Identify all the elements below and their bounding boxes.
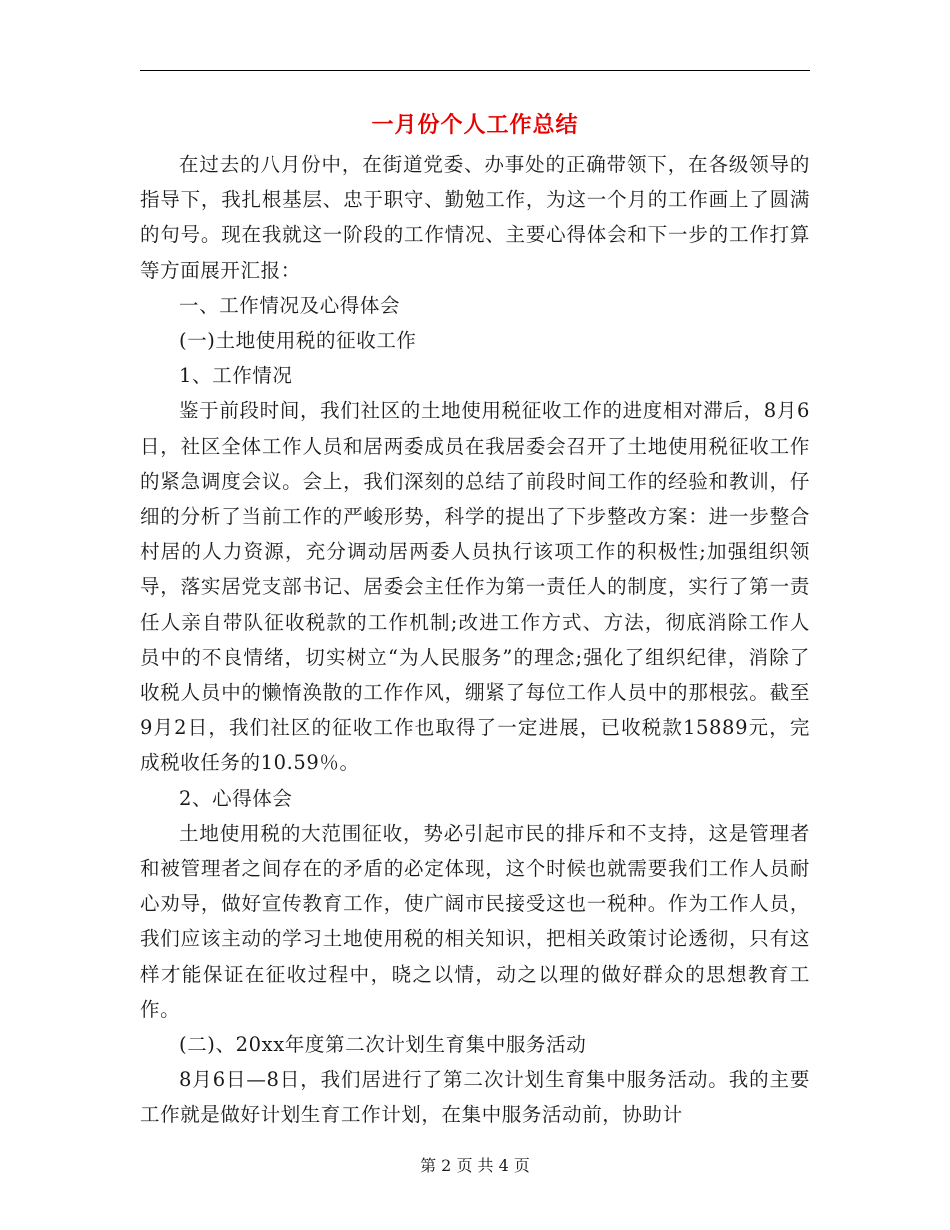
- heading-experience: 2、心得体会: [179, 786, 293, 810]
- heading-work-status: 1、工作情况: [179, 364, 293, 388]
- page-footer: 第 2 页 共 4 页: [420, 1156, 530, 1175]
- document-body: [140, 147, 810, 1133]
- heading-subsection-2: (二)、20xx年度第二次计划生育集中服务活动: [179, 1033, 587, 1057]
- header-rule: [140, 70, 810, 71]
- paragraph-work-status: 鉴于前段时间，我们社区的土地使用税征收工作的进度相对滞后，8月6日，社区全体工作人员和居两委成员在我居委会召开了土地使用税征收工作的紧急调度会议。会上，我们深刻的总结了前段时间工作的经验和教训，仔细的分析了当前工作的严峻形势，科学的提出了下步整改方案：进一步整合村居的人力资源，充分调动居两委人员执行该项工作的积极性;加强组织领导，落实居党支部书记、居委会主任作为第一责任人的制度，实行了第一责任人亲自带队征收税款的工作机制;改进工作方式、方法，彻底消除工作人员中的不良情绪，切实树立“为人民服务”的理念;强化了组织纪律，消除了收税人员中的懒惰涣散的工作作风，绷紧了每位工作人员中的那根弦。截至9月2日，我们社区的征收工作也取得了一定进展，已收税款15889元，完成税收任务的10.59％。: [140, 399, 810, 775]
- heading-subsection-1: (一)土地使用税的征收工作: [179, 329, 417, 353]
- heading-section-1: 一、工作情况及心得体会: [179, 293, 401, 317]
- paragraph-family-planning: 8月6日—8日，我们居进行了第二次计划生育集中服务活动。我的主要工作就是做好计划生育工作计划，在集中服务活动前，协助计: [140, 1068, 810, 1127]
- document-title: 一月份个人工作总结: [371, 113, 579, 138]
- paragraph-intro: 在过去的八月份中，在街道党委、办事处的正确带领下，在各级领导的指导下，我扎根基层、忠于职守、勤勉工作，为这一个月的工作画上了圆满的句号。现在我就这一阶段的工作情况、主要心得体会和下一步的工作打算等方面展开汇报：: [140, 153, 810, 282]
- paragraph-experience: 土地使用税的大范围征收，势必引起市民的排斥和不支持，这是管理者和被管理者之间存在的矛盾的必定体现，这个时候也就需要我们工作人员耐心劝导，做好宣传教育工作，使广阔市民接受这也一税种。作为工作人员，我们应该主动的学习土地使用税的相关知识，把相关政策讨论透彻，只有这样才能保证在征收过程中，晓之以情，动之以理的做好群众的思想教育工作。: [140, 821, 810, 1021]
